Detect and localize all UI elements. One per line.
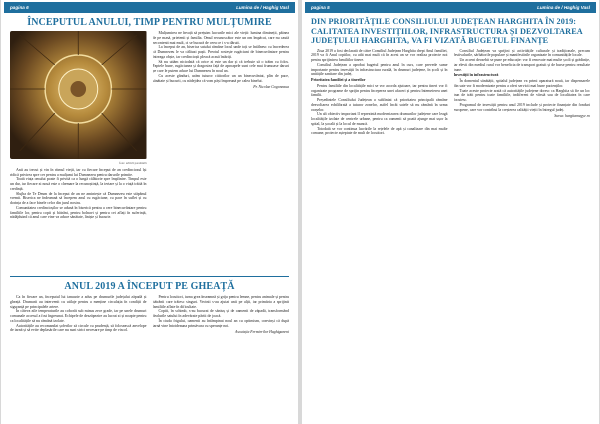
article1-paragraph: Să nu uităm niciodată că orice zi este un dar și că trebuie să o trăim cu folos. Faptele bune, rugăciunea și dragostea față de aproapele sunt cele mai frumoase daruri pe care le putem aduce lui Dumnezeu în noul an.: [152, 59, 289, 73]
article2-col1: [10, 295, 147, 405]
right-article-col1: [311, 49, 448, 424]
article1-col2: [153, 31, 290, 273]
right-article-paragraph: Consiliul Județean a aprobat bugetul pentru anul în curs, care prevede sume importante pentru investiții în infrastructura rurală, în drumuri județene, în școli și în unitățile sanitare din județ.: [311, 62, 448, 77]
article1-paragraph: La început de an, biserica satului rămâne locul unde toți se întâlnesc cu încrederea că Dumnezeu le va călăuzi pașii. Preotul rostește rugăciuni de binecuvântare pentru întreaga obște, iar credincioșii pleacă acasă întăriți.: [152, 45, 289, 59]
left-page: [1, 0, 298, 424]
article2-body: [10, 295, 289, 405]
right-article-paragraph: Un alt obiectiv important îl reprezintă modernizarea drumurilor județene care leagă localitățile izolate de centrele urbane, pentru ca oamenii să poată ajunge mai ușor la spital, la școală și la locul de muncă.: [311, 112, 448, 126]
article1-signature: Pr. Nicolae Gogoneaua: [253, 85, 289, 90]
church-dome-photo: [10, 31, 147, 159]
right-article-paragraph: Președintele Consiliului Județean a subliniat că prioritatea principală rămâne dezvoltarea echilibrată a tuturor zonelor, astfel încât satele să nu rămână în urma orașelor.: [311, 98, 448, 112]
left-publication-name: Lumina de / Haghig Vasl: [236, 5, 289, 10]
right-article-body: [311, 49, 590, 424]
right-publication-name: Lumina de / Haghig Vasl: [537, 5, 590, 10]
article2-paragraph: Ca în fiecare an, începutul lui ianuarie a adus pe drumurile județului zăpadă și gheață. Drumarii au intervenit cu utilaje pentru a menține circulația în condiții de siguranță pe principalele artere.: [10, 295, 147, 309]
right-page-header: [305, 2, 596, 13]
article1-col1: [10, 31, 147, 273]
section-divider: [10, 276, 289, 277]
right-article-paragraph: Totodată se vor continua lucrările la rețelele de apă și canalizare din mai multe comune, proiecte așteptate de mult de locuitori.: [311, 126, 448, 136]
article1-paragraph: Mulțumirea ne învață să prețuim lucrurile mici ale vieții: lumina dimineții, pâinea de pe masă, prietenii și familia. Omul recunoscător este un om împăcat, care nu caută necontenit mai mult, ci se bucură de ceea ce i s-a dăruit.: [152, 31, 289, 45]
right-article-paragraph: Pentru familiile din localitățile mici se vor acorda ajutoare, iar pentru tineri vor fi organizate programe de sprijin pentru începerea unei afaceri și pentru întemeierea unei familii.: [311, 83, 448, 98]
right-article-subheading: Prioritatea familiei și a tinerilor: [311, 77, 366, 82]
article2-paragraph: Pentru locuitori, iarna grea înseamnă și grija pentru lemne, pentru animale și pentru bătrânii care trăiesc singuri. Vecinii s-au ajutat unii pe alții, iar primăria a sprijinit familiile aflate în dificultate.: [152, 295, 289, 309]
article2-paragraph: În ciuda frigului, oamenii au întâmpinat noul an cu optimism, convinși că după iarnă vine întotdeauna primăvara cu speranțe noi.: [152, 318, 289, 328]
left-page-number: pagina 6: [10, 5, 29, 10]
article2-signature: Asociația Fermierilor Haghiganeni: [235, 330, 289, 335]
article1-paragraph: Comunitatea credincioșilor se adună în biserică pentru a cere binecuvântare pentru familiile lor, pentru copii și bătrâni, pentru bolnavi și pentru cei aflați în suferință, nădăjduind că anul care vine va aduce sănătate, liniște și bucurie.: [10, 205, 147, 220]
left-page-header: [4, 2, 295, 13]
article1-paragraph: Anii au trecut și vin în ritmul vieții, iar cu fiecare început de an credinciosul își ridică privirea spre cer pentru a mulțumi lui Dumnezeu pentru darurile primite.: [10, 167, 147, 177]
article1-body: [10, 31, 289, 273]
right-page-number: pagina 5: [311, 5, 330, 10]
right-article-title: DIN PRIORITĂȚILE CONSILIULUI JUDEȚEAN HARGHITA ÎN 2019: CALITATEA INVESTIȚIILOR, INFRASTRUCTURA ȘI DEZVOLTAREA JUDEȚULUI HARGHITA, VA FI VIZATĂ BUGETUL FINANȚE: [311, 17, 583, 45]
article1-paragraph: Slujba de Te Deum de la început de an ne amintește că Dumnezeu este stăpânul vremii. Biserica ne îndeamnă să începem anul cu rugăciune, cu pace în suflet și cu dorința de a face binele celor din jurul nostru.: [10, 191, 147, 205]
article2-title: ANUL 2019 A ÎNCEPUT PE GHEAȚĂ: [64, 281, 235, 292]
right-page: [302, 0, 599, 424]
right-article-paragraph: Programul de investiții pentru anul 2019 include și proiecte finanțate din fonduri europene, care vor contribui la creșterea calității vieții în întregul județ.: [453, 102, 590, 112]
article2-paragraph: Copiii, în schimb, s-au bucurat de săniuș și de oamenii de zăpadă, transformând dealurile satului în adevărate pârtii de joacă.: [152, 309, 289, 318]
right-article-col2: [454, 49, 591, 424]
article1-title: ÎNCEPUTUL ANULUI, TIMP PENTRU MULȚUMIRE: [27, 17, 272, 28]
article2-col2: [153, 295, 290, 405]
right-article-signature: Sursa: hargitamegye.ro: [554, 114, 590, 119]
right-article-subheading: Investiții în infrastructură: [453, 72, 499, 78]
right-article-paragraph: Un accent deosebit se pune pe educație: vor fi renovate mai multe școli și grădinițe, iar elevii din mediul rural vor beneficia de transport gratuit și de burse pentru rezultate bune.: [453, 58, 590, 72]
right-article-paragraph: Consiliul Județean va sprijini și activitățile culturale și tradiționale, precum festivalurile, sărbătorile populare și manifestările organizate în comunitățile locale.: [453, 48, 590, 58]
article2-paragraph: Autoritățile au recomandat șoferilor să circule cu prudență, să folosească anvelope de iarnă și să evite deplasările care nu sunt strict necesare pe timp de viscol.: [10, 323, 147, 333]
church-dome-image: [10, 31, 147, 159]
article1-paragraph: Cu aceste gânduri, urăm tuturor cititorilor un an binecuvântat, plin de pace, sănătate și bucurii, cu nădejdea că vom păși împreună pe calea binelui.: [152, 73, 289, 83]
photo-caption: foto: arhivă parohială: [119, 161, 147, 165]
article1-paragraph: Toată viața omului poate fi privită ca o lungă călătorie spre împlinire. Timpul este un dar, iar fiecare zi nouă este o chemare la recunoștință, la iertare și la o viață trăită în credință.: [10, 177, 147, 191]
right-article-paragraph: Toate aceste proiecte arată că autoritățile județene doresc ca Harghita să fie un loc bun de trăit pentru toate familiile, indiferent de vârstă sau de localitatea în care locuiesc.: [453, 88, 590, 102]
article2-paragraph: În câteva zile temperaturile au coborât sub minus zece grade, iar pe unele drumuri comunale accesul a fost îngreunat. Echipele de deszăpezire au lucrat zi și noapte pentru ca localitățile să nu rămână izolate.: [10, 309, 147, 323]
right-article-paragraph: Ziua 2019 a fost declarată de către Consiliul Județean Harghita drept Anul familiei, 2019 va fi Anul copiilor, cu atât mai mult că în acest an se vor realiza proiecte noi pentru sprijinirea familiilor tinere.: [311, 48, 448, 62]
right-article-paragraph: În domeniul sănătății, spitalul județean va primi aparatură nouă, iar dispensarele din sate vor fi modernizate pentru a oferi servicii mai bune pacienților.: [453, 79, 590, 88]
